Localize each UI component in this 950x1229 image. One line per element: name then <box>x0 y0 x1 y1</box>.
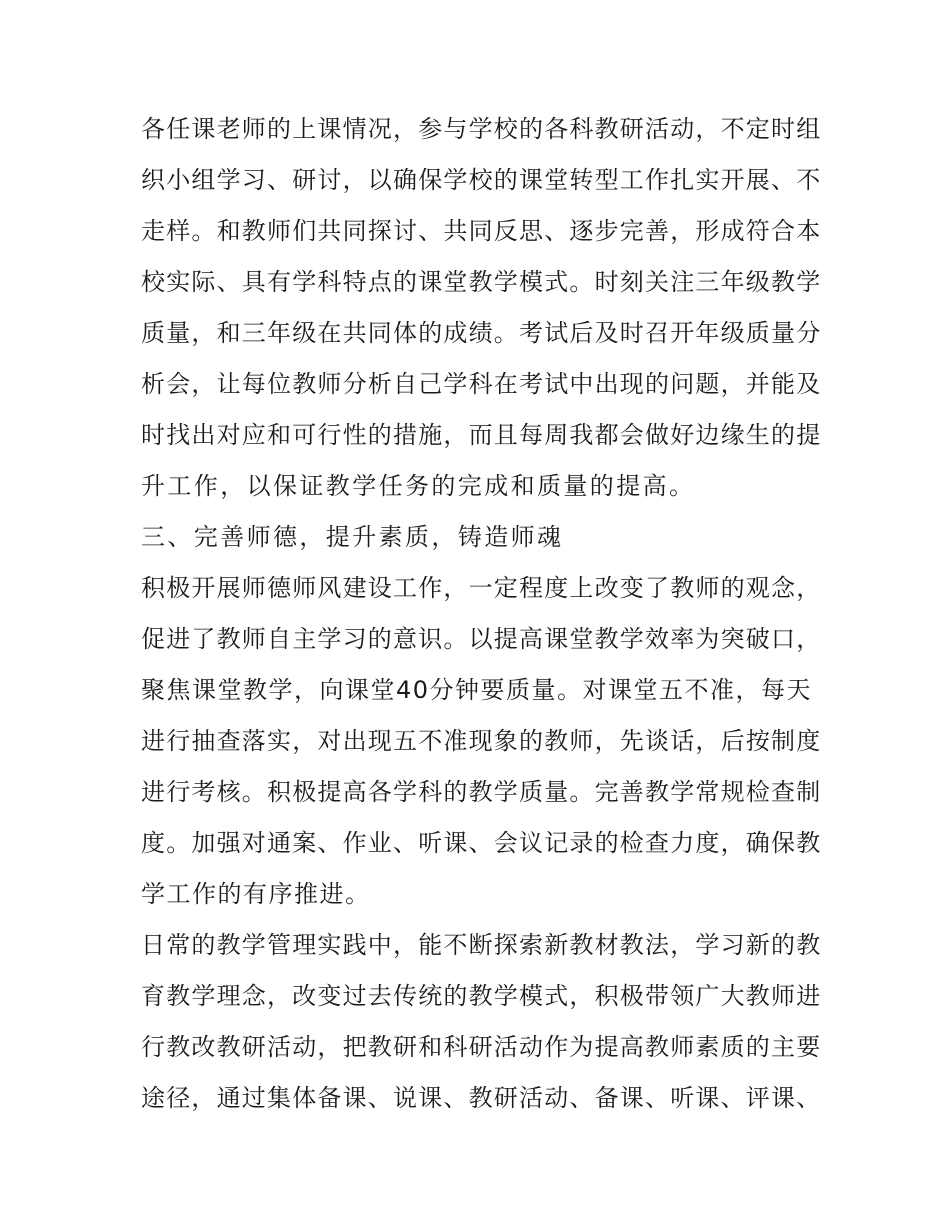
text-line: 织小组学习、研讨，以确保学校的课堂转型工作扎实开展、不 <box>141 166 822 194</box>
text-line: 行教改教研活动，把教研和科研活动作为提高教师素质的主要 <box>141 1033 822 1061</box>
text-line: 度。加强对通案、作业、听课、会议记录的检查力度，确保教 <box>141 829 822 857</box>
text-line: 进行考核。积极提高各学科的教学质量。完善教学常规检查制 <box>141 778 822 806</box>
text-line: 积极开展师德师风建设工作，一定程度上改变了教师的观念， <box>141 574 822 602</box>
text-line: 各任课老师的上课情况，参与学校的各科教研活动，不定时组 <box>141 115 822 143</box>
text-line: 促进了教师自主学习的意识。以提高课堂教学效率为突破口， <box>141 625 822 653</box>
text-line: 日常的教学管理实践中，能不断探索新教材教法，学习新的教 <box>141 931 822 959</box>
text-line: 时找出对应和可行性的措施，而且每周我都会做好边缘生的提 <box>141 421 822 449</box>
text-line: 走样。和教师们共同探讨、共同反思、逐步完善，形成符合本 <box>141 217 822 245</box>
text-line: 育教学理念，改变过去传统的教学模式，积极带领广大教师进 <box>141 982 822 1010</box>
text-line: 学工作的有序推进。 <box>141 880 371 908</box>
text-line: 质量，和三年级在共同体的成绩。考试后及时召开年级质量分 <box>141 319 822 347</box>
section-heading: 三、完善师德，提升素质，铸造师魂 <box>141 523 564 551</box>
text-line: 析会，让每位教师分析自己学科在考试中出现的问题，并能及 <box>141 370 822 398</box>
text-line: 进行抽查落实，对出现五不准现象的教师，先谈话，后按制度 <box>141 727 822 755</box>
text-line: 聚焦课堂教学，向课堂40分钟要质量。对课堂五不准，每天 <box>141 676 813 704</box>
text-line: 校实际、具有学科特点的课堂教学模式。时刻关注三年级教学 <box>141 268 822 296</box>
text-line: 升工作，以保证教学任务的完成和质量的提高。 <box>141 472 696 500</box>
text-line: 途径，通过集体备课、说课、教研活动、备课、听课、评课、 <box>141 1084 822 1112</box>
document-body <box>141 104 821 1124</box>
